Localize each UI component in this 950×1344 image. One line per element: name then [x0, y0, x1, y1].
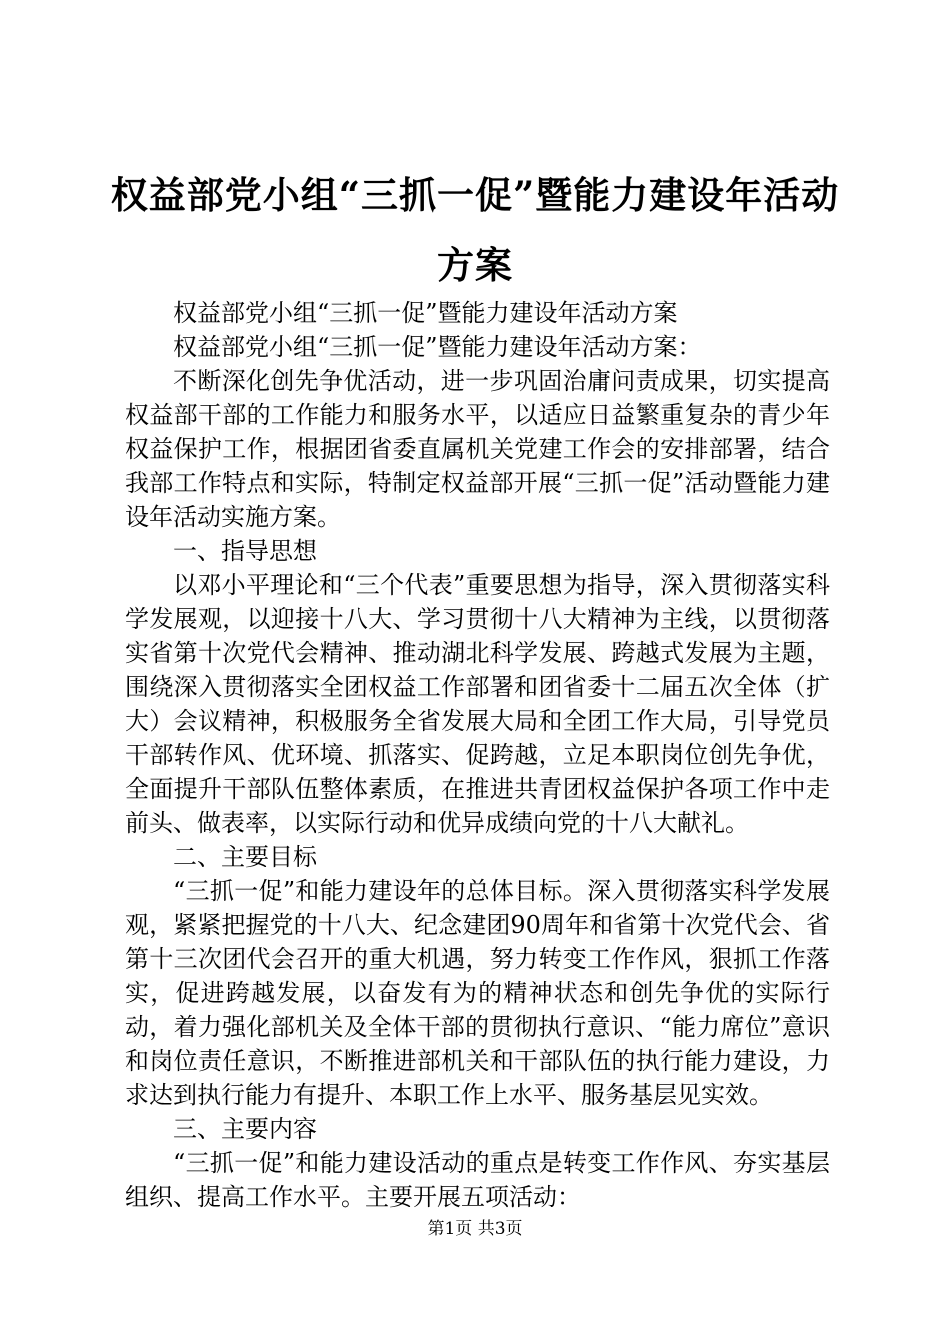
paragraph: 权益部党小组“三抓一促”暨能力建设年活动方案： — [173, 333, 702, 361]
section-heading: 三、主要内容 — [173, 1115, 317, 1143]
page-number-footer: 第1页 共3页 — [427, 1219, 523, 1239]
paragraph: 权益部党小组“三抓一促”暨能力建设年活动方案 — [173, 299, 678, 327]
paragraph: “三抓一促”和能力建设年的总体目标。深入贯彻落实科学发展观，紧紧把握党的十八大、纪念建团90周年和省第十次党代会、省第十三次团代会召开的重大机遇，努力转变工作作风，狠抓工作落实，促进跨越发展，以奋发有为的精神状态和创先争优的实际行动，着力强化部机关及全体干部的贯彻执行意识、“能力席位”意识和岗位责任意识，不断推进部机关和干部队伍的执行能力建设，力求达到执行能力有提升、本职工作上水平、服务基层见实效。 — [125, 877, 830, 1109]
document-title: 权益部党小组“三抓一促”暨能力建设年活动方案 — [110, 173, 840, 287]
section-heading: 二、主要目标 — [173, 843, 317, 871]
paragraph: 不断深化创先争优活动，进一步巩固治庸问责成果，切实提高权益部干部的工作能力和服务水平，以适应日益繁重复杂的青少年权益保护工作，根据团省委直属机关党建工作会的安排部署，结合我部工作特点和实际，特制定权益部开展“三抓一促”活动暨能力建设年活动实施方案。 — [125, 367, 830, 531]
document-body — [125, 296, 830, 1214]
section-heading: 一、指导思想 — [173, 537, 317, 565]
paragraph: 以邓小平理论和“三个代表”重要思想为指导，深入贯彻落实科学发展观，以迎接十八大、学习贯彻十八大精神为主线，以贯彻落实省第十次党代会精神、推动湖北科学发展、跨越式发展为主题，围绕深入贯彻落实全团权益工作部署和团省委十二届五次全体（扩大）会议精神，积极服务全省发展大局和全团工作大局，引导党员干部转作风、优环境、抓落实、促跨越，立足本职岗位创先争优，全面提升干部队伍整体素质，在推进共青团权益保护各项工作中走前头、做表率，以实际行动和优异成绩向党的十八大献礼。 — [125, 571, 830, 837]
paragraph: “三抓一促”和能力建设活动的重点是转变工作作风、夯实基层组织、提高工作水平。主要开展五项活动： — [125, 1149, 830, 1211]
